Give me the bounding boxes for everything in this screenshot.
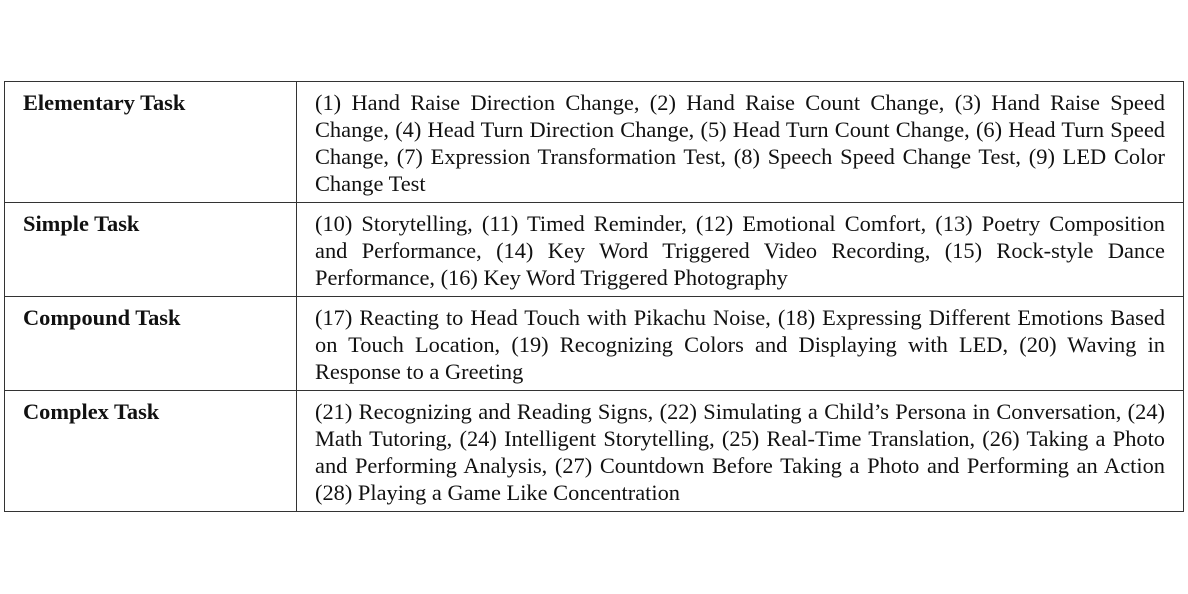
category-cell: Simple Task (5, 203, 297, 297)
table-row-complex (5, 391, 1184, 512)
category-cell: Compound Task (5, 297, 297, 391)
task-table (4, 81, 1184, 512)
category-cell: Elementary Task (5, 82, 297, 203)
table-row-elementary (5, 82, 1184, 203)
tasks-cell: (10) Storytelling, (11) Timed Reminder, (12) Emotional Comfort, (13) Poetry Composition and Performance, (14) Key Word Triggered Video Recording, (15) Rock-style Dance Performance, (16) Key Word Triggered Photography (297, 203, 1184, 297)
tasks-cell: (17) Reacting to Head Touch with Pikachu Noise, (18) Expressing Different Emotions Based on Touch Location, (19) Recognizing Colors and Displaying with LED, (20) Waving in Response to a Greeting (297, 297, 1184, 391)
category-cell: Complex Task (5, 391, 297, 512)
tasks-cell: (21) Recognizing and Reading Signs, (22) Simulating a Child’s Persona in Conversation, (24) Math Tutoring, (24) Intelligent Storytelling, (25) Real-Time Translation, (26) Taking a Photo and Performing Analysis, (27) Countdown Before Taking a Photo and Performing an Action (28) Playing a Game Like Concentration (297, 391, 1184, 512)
tasks-cell: (1) Hand Raise Direction Change, (2) Hand Raise Count Change, (3) Hand Raise Speed Change, (4) Head Turn Direction Change, (5) Head Turn Count Change, (6) Head Turn Speed Change, (7) Expression Transformation Test, (8) Speech Speed Change Test, (9) LED Color Change Test (297, 82, 1184, 203)
table-row-compound (5, 297, 1184, 391)
table-row-simple (5, 203, 1184, 297)
